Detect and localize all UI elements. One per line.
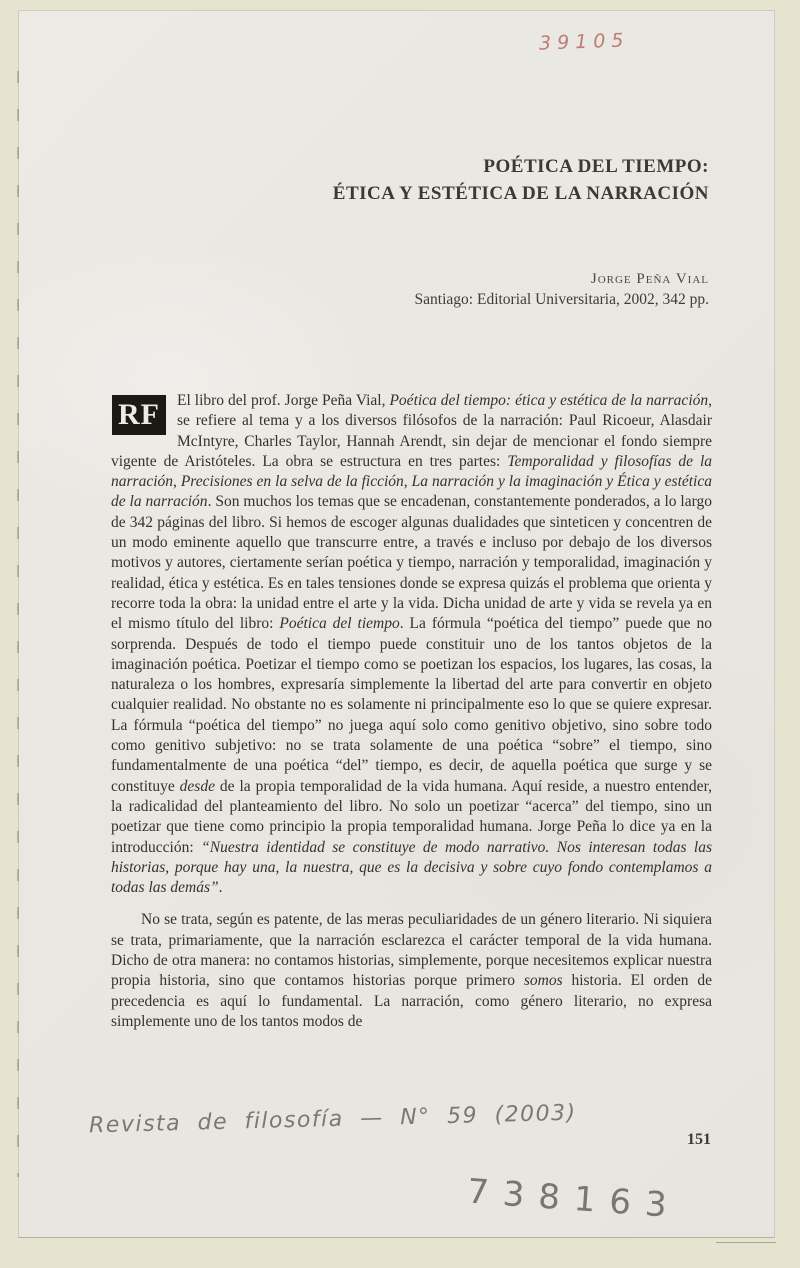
handwritten-catalog-number: 738163	[465, 1171, 682, 1227]
handwritten-journal-note: Revista de filosofía — N° 59 (2003)	[88, 1100, 578, 1139]
paragraph-2-text: No se trata, según es patente, de las meras peculiaridades de un género literario. Ni siquiera se trata, primariamente, que la narración esclarezca el carácter temporal de la vida humana. Dicho de otra manera: no contamos historias, simplemente, porque necesitemos explicar nuestra propia historia, sino que contamos historias porque primero somos historia. El orden de precedencia es aquí lo fundamental. La narración, como género literario, no expresa simplemente uno de los tantos modos de	[111, 911, 712, 1030]
paragraph-1	[111, 391, 712, 898]
review-title	[333, 153, 709, 207]
review-title-line2: ÉTICA Y ESTÉTICA DE LA NARRACIÓN	[332, 183, 709, 204]
review-body	[111, 391, 712, 1032]
paragraph-2	[111, 910, 712, 1032]
paragraph-1-text: El libro del prof. Jorge Peña Vial, Poética del tiempo: ética y estética de la narración, se refiere al tema y a los diversos filósofos de la narración: Paul Ricoeur, Alasdair McIntyre, Charles Taylor, Hannah Arendt, sin dejar de mencionar el fondo siempre vigente de Aristóteles. La obra se estructura en tres partes: Temporalidad y filosofías de la narración, Precisiones en la selva de la ficción, La narración y la imaginación y Ética y estética de la narración. Son muchos los temas que se encadenan, constantemente ponderados, a lo largo de 342 páginas del libro. Si hemos de escoger algunas dualidades que sinteticen y concentren de un modo eminente aquello que transcurre entre, a través e incluso por debajo de los diversos motivos y autores, ciertamente serían poética y tiempo, narración y temporalidad, imaginación y realidad, ética y estética. Es en tales tensiones donde se expresa quizás el problema que orienta y recorre toda la obra: la unidad entre el arte y la vida. Dicha unidad de arte y vida se revela ya en el mismo título del libro: Poética del tiempo. La fórmula “poética del tiempo” puede que no sorprenda. Después de todo el tiempo puede constituir uno de los tantos objetos de la imaginación poética. Poetizar el tiempo como se poetizan los espacios, los lugares, las cosas, la naturaleza o los hombres, expresaría simplemente la libertad del arte para convertir en objeto cualquier realidad. No obstante no es solamente ni principalmente eso lo que se quiere expresar. La fórmula “poética del tiempo” no juega aquí solo como genitivo objetivo, sino sobre todo como genitivo subjetivo: no se trata solamente de una poética “sobre” el tiempo, sino fundamentalmente de una poética “del” tiempo, es decir, de aquella poética que surge y se constituye desde de la propia temporalidad de la vida humana. Aquí reside, a nuestro entender, la radicalidad del planteamiento del libro. No solo un poetizar “acerca” del tiempo, sino un poetizar que tiene como principio la propia temporalidad humana. Jorge Peña lo dice ya en la introducción: “Nuestra identidad se constituye de modo narrativo. Nos interesan todas las historias, porque hay una, la nuestra, que es la decisiva y sobre cuyo fondo contemplamos a todas las demás”.	[111, 392, 713, 897]
paper-page	[18, 10, 775, 1238]
journal-logo: RF	[111, 394, 167, 436]
book-author: Jorge Peña Vial	[590, 271, 709, 287]
page-number: 151	[687, 1131, 711, 1148]
imprint-line: Santiago: Editorial Universitaria, 2002, 342 pp.	[414, 291, 709, 308]
scan-edge-line	[716, 1242, 776, 1243]
handwritten-accession-number: 39105	[538, 29, 630, 55]
review-title-line1: POÉTICA DEL TIEMPO:	[483, 156, 709, 177]
